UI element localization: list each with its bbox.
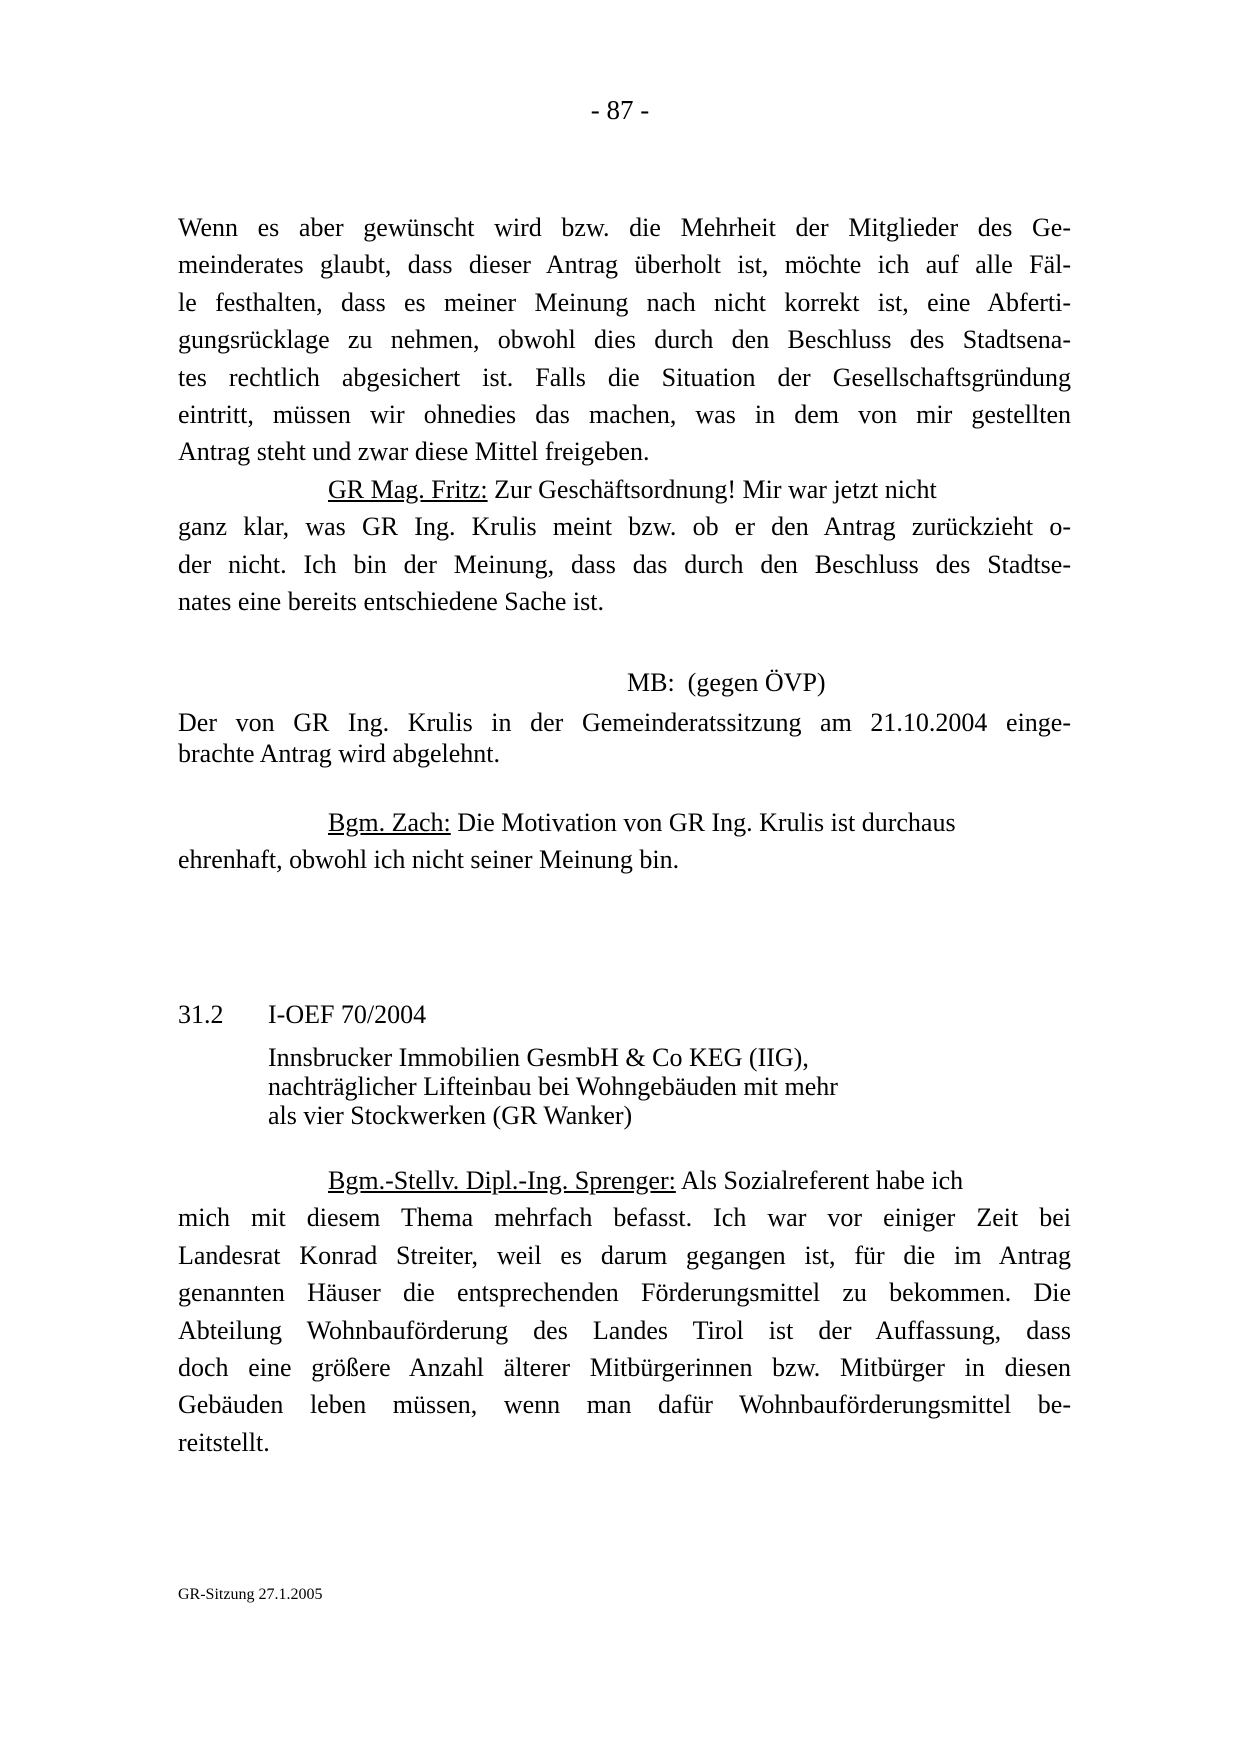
page-footer: GR-Sitzung 27.1.2005 <box>178 1586 323 1603</box>
zach-statement <box>178 804 1071 879</box>
speaker-name: GR Mag. Fritz: <box>328 475 488 504</box>
text-line: ganz klar, was GR Ing. Krulis meint bzw. ob er den Antrag zurückzieht o- <box>178 512 1071 542</box>
text-line: gungsrücklage zu nehmen, obwohl dies durch den Beschluss des Stadtsena- <box>178 325 1071 355</box>
page-number: - 87 - <box>590 95 650 125</box>
text-line: ehrenhaft, obwohl ich nicht seiner Meinung bin. <box>178 845 680 875</box>
speaker-name: Bgm.-Stellv. Dipl.-Ing. Sprenger: <box>328 1166 676 1195</box>
agenda-item-title <box>268 1043 838 1130</box>
text-line: Gebäuden leben müssen, wenn man dafür Wohnbauförderungsmittel be- <box>178 1390 1071 1420</box>
title-line: Innsbrucker Immobilien GesmbH & Co KEG (IIG), <box>268 1043 809 1072</box>
title-line: als vier Stockwerken (GR Wanker) <box>268 1101 633 1130</box>
resolution-text <box>178 707 1071 769</box>
text-line: meinderates glaubt, dass dieser Antrag überholt ist, möchte ich auf alle Fäl- <box>178 250 1071 280</box>
text-line: genannten Häuser die entsprechenden Förderungsmittel zu bekommen. Die <box>178 1278 1071 1308</box>
text-line: mich mit diesem Thema mehrfach befasst. Ich war vor einiger Zeit bei <box>178 1203 1071 1233</box>
agenda-item-code: I-OEF 70/2004 <box>268 1000 427 1029</box>
text-line: Abteilung Wohnbauförderung des Landes Tirol ist der Auffassung, dass <box>178 1315 1071 1345</box>
agenda-item-number: 31.2 <box>178 1000 224 1029</box>
statement-text: Zur Geschäftsordnung! Mir war jetzt nicht <box>487 475 937 504</box>
speaker-name: Bgm. Zach: <box>328 808 451 837</box>
intro-paragraph <box>178 209 1071 471</box>
text-line: Landesrat Konrad Streiter, weil es darum gegangen ist, für die im Antrag <box>178 1240 1071 1270</box>
sprenger-statement <box>178 1162 1071 1461</box>
statement-first-line <box>178 471 1071 508</box>
title-line: nachträglicher Lifteinbau bei Wohngebäuden mit mehr <box>268 1072 838 1101</box>
text-line: Antrag steht und zwar diese Mittel freigeben. <box>178 437 650 467</box>
statement-text: Als Sozialreferent habe ich <box>675 1166 964 1195</box>
fritz-statement <box>178 471 1071 621</box>
statement-first-line <box>178 804 1071 841</box>
resolution-heading: MB: (gegen ÖVP) <box>627 668 826 697</box>
statement-first-line <box>178 1162 1071 1199</box>
text-line: nates eine bereits entschiedene Sache ist. <box>178 587 604 617</box>
text-line: doch eine größere Anzahl älterer Mitbürgerinnen bzw. Mitbürger in diesen <box>178 1353 1071 1383</box>
text-line: Wenn es aber gewünscht wird bzw. die Mehrheit der Mitglieder des Ge- <box>178 213 1071 242</box>
text-line: eintritt, müssen wir ohnedies das machen, was in dem von mir gestellten <box>178 400 1071 430</box>
text-line: brachte Antrag wird abgelehnt. <box>178 739 500 768</box>
text-line: Der von GR Ing. Krulis in der Gemeinderatssitzung am 21.10.2004 einge- <box>178 708 1071 737</box>
text-line: tes rechtlich abgesichert ist. Falls die Situation der Gesellschaftsgründung <box>178 362 1071 392</box>
statement-text: Die Motivation von GR Ing. Krulis ist durchaus <box>450 808 956 837</box>
text-line: le festhalten, dass es meiner Meinung nach nicht korrekt ist, eine Abferti- <box>178 287 1071 317</box>
text-line: reitstellt. <box>178 1427 270 1457</box>
text-line: der nicht. Ich bin der Meinung, dass das durch den Beschluss des Stadtse- <box>178 549 1071 579</box>
